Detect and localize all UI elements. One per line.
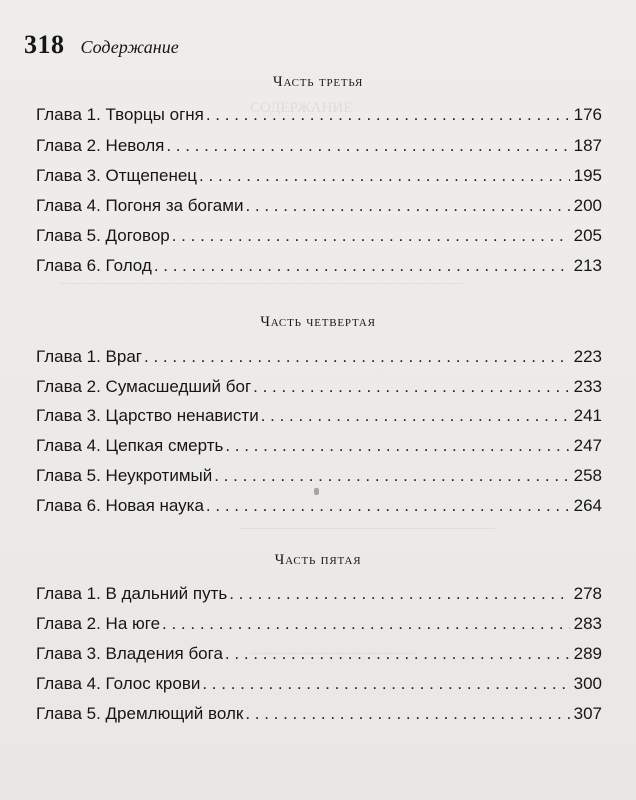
dot-leader [202,674,569,694]
toc-entry[interactable] [36,496,602,520]
bleed-through-text: ――――――――――――――――― [240,520,495,536]
page-reference: 187 [573,136,602,155]
page-reference: 289 [573,644,602,663]
page-reference: 283 [573,614,602,633]
page-reference: 247 [573,436,602,455]
chapter-title: Глава 6. Голод [36,256,152,275]
page-header [24,30,179,60]
dot-leader [154,256,570,276]
chapter-title: Глава 2. Сумасшедший бог [36,377,252,396]
chapter-title: Глава 3. Царство ненависти [36,406,259,425]
part-title: Часть пятая [274,552,362,568]
dot-leader [225,644,570,664]
toc-entry[interactable] [36,466,602,490]
toc-entry[interactable] [36,674,602,698]
toc-entry[interactable] [36,347,602,371]
toc-entry[interactable] [36,196,602,220]
bleed-through-text: СОДЕРЖАНИЕ [250,100,353,116]
chapter-title: Глава 4. Погоня за богами [36,196,244,215]
chapter-title: Глава 6. Новая наука [36,496,204,515]
dot-leader [229,584,569,604]
dot-leader [206,496,570,516]
chapter-title: Глава 5. Неукротимый [36,466,213,485]
dot-leader [214,466,569,486]
chapter-title: Глава 3. Владения бога [36,644,223,663]
toc-entry[interactable] [36,226,602,250]
page-reference: 307 [573,704,602,723]
toc-entry[interactable] [36,704,602,728]
toc-entry[interactable] [36,406,602,430]
dot-leader [245,196,569,216]
chapter-title: Глава 4. Голос крови [36,674,201,693]
part-title: Часть третья [272,74,364,90]
toc-entry[interactable] [36,256,602,280]
toc-entry[interactable] [36,105,602,129]
toc-entry[interactable] [36,644,602,668]
chapter-title: Глава 2. На юге [36,614,161,633]
chapter-title: Глава 1. Враг [36,347,142,366]
page-reference: 264 [573,496,602,515]
page-reference: 213 [573,256,602,275]
chapter-title: Глава 3. Отщепенец [36,166,198,185]
bleed-through-text: ――――――――――――――――――――――――――― [60,275,465,291]
page-reference: 176 [573,105,602,124]
chapter-title: Глава 4. Цепкая смерть [36,436,224,455]
chapter-title: Глава 5. Дремлющий волк [36,704,244,723]
chapter-title: Глава 2. Неволя [36,136,165,155]
toc-entry[interactable] [36,136,602,160]
dot-leader [172,226,570,246]
page-number: 318 [24,30,65,59]
paper-speck [314,488,319,495]
dot-leader [206,105,570,125]
dot-leader [253,377,569,397]
page-reference: 205 [573,226,602,245]
page-reference: 278 [573,584,602,603]
toc-entry[interactable] [36,584,602,608]
dot-leader [225,436,569,456]
dot-leader [162,614,570,634]
page-reference: 241 [573,406,602,425]
page-reference: 233 [573,377,602,396]
toc-entry[interactable] [36,436,602,460]
part-title: Часть четвертая [260,314,376,330]
page-reference: 258 [573,466,602,485]
dot-leader [166,136,569,156]
page-reference: 223 [573,347,602,366]
dot-leader [199,166,570,186]
page-reference: 200 [573,196,602,215]
dot-leader [245,704,569,724]
dot-leader [144,347,570,367]
chapter-title: Глава 1. В дальний путь [36,584,228,603]
running-head: Содержание [80,37,179,57]
chapter-title: Глава 1. Творцы огня [36,105,204,124]
toc-entry[interactable] [36,614,602,638]
bleed-through-text: ――――――――――― [250,645,415,661]
chapter-title: Глава 5. Договор [36,226,170,245]
dot-leader [261,406,570,426]
toc-entry[interactable] [36,166,602,190]
page-reference: 300 [573,674,602,693]
page-reference: 195 [573,166,602,185]
toc-entry[interactable] [36,377,602,401]
